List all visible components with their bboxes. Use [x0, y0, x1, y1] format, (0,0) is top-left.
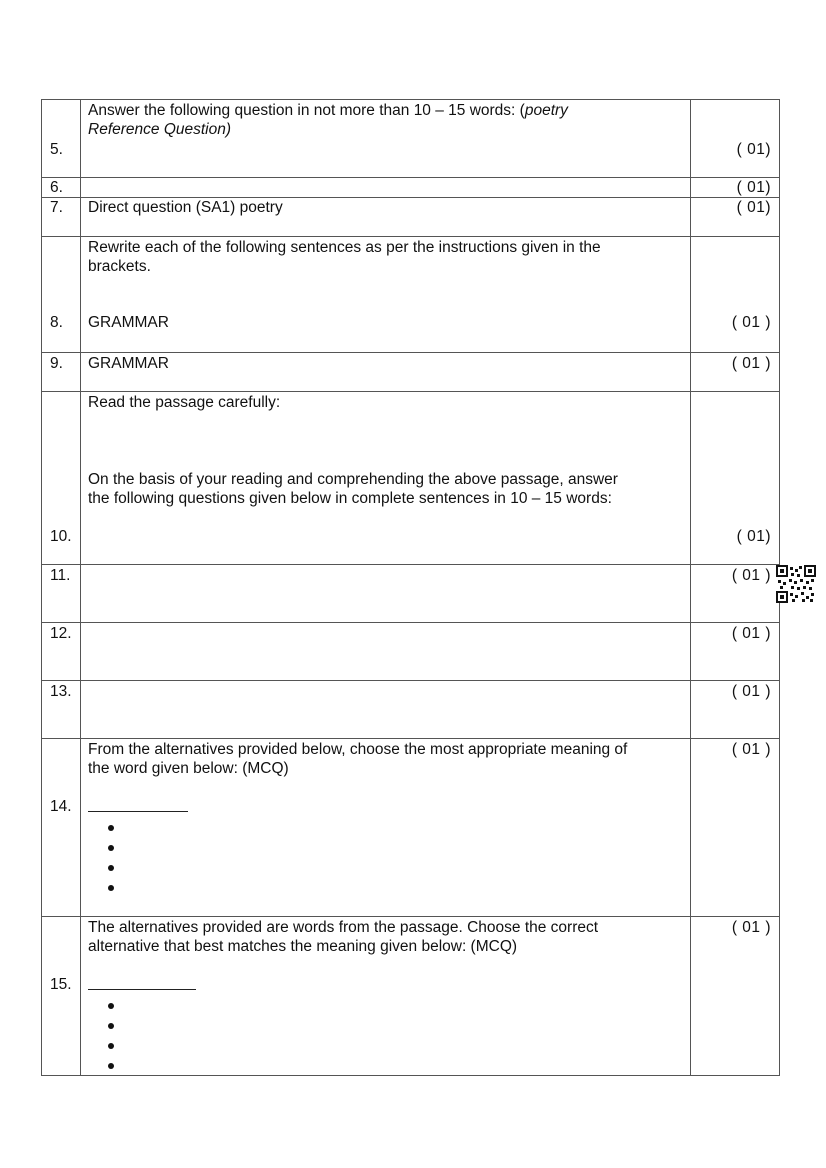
question-row-11 [42, 565, 780, 623]
question-number: 10. [50, 528, 72, 545]
answer-blank [88, 797, 188, 812]
marks-label: ( 01 ) [731, 741, 771, 758]
instruction-line: brackets. [88, 258, 151, 275]
question-row-14 [42, 739, 780, 917]
instruction-line: From the alternatives provided below, choose the most appropriate meaning of [88, 741, 628, 758]
instruction-line: alternative that best matches the meaning given below: (MCQ) [88, 938, 518, 955]
question-number: 13. [50, 683, 72, 700]
question-text-italic-2: Reference Question) [88, 121, 232, 138]
question-row-13 [42, 681, 780, 739]
marks-label: ( 01) [736, 528, 771, 545]
question-text [88, 101, 682, 139]
question-number: 5. [50, 141, 63, 158]
marks-label: ( 01 ) [731, 314, 771, 331]
question-number: 8. [50, 314, 63, 331]
question-text: GRAMMAR [88, 355, 169, 372]
question-row-7 [42, 198, 780, 237]
question-text: Direct question (SA1) poetry [88, 199, 283, 216]
answer-blank [88, 975, 196, 990]
marks-label: ( 01 ) [731, 625, 771, 642]
marks-label: ( 01) [736, 199, 771, 216]
marks-label: ( 01 ) [731, 683, 771, 700]
marks-label: ( 01 ) [731, 567, 771, 584]
instruction-line: the following questions given below in complete sentences in 10 – 15 words: [88, 490, 612, 507]
question-row-8 [42, 237, 780, 353]
question-number: 11. [50, 567, 71, 584]
question-instruction [88, 238, 682, 276]
question-row-6 [42, 178, 780, 198]
qr-code-icon [776, 565, 816, 603]
question-number: 12. [50, 625, 72, 642]
question-text-italic: poetry [524, 102, 568, 119]
question-instruction [88, 918, 682, 956]
question-instruction [88, 740, 682, 778]
question-number: 6. [50, 179, 63, 196]
marks-label: ( 01 ) [731, 919, 771, 936]
question-instruction [88, 470, 682, 508]
question-table [41, 99, 780, 1076]
question-row-10 [42, 392, 780, 565]
marks-label: ( 01) [736, 179, 771, 196]
question-text-plain: Answer the following question in not more than 10 – 15 words: ( [88, 102, 525, 119]
question-number: 7. [50, 199, 63, 216]
instruction-line: On the basis of your reading and comprehending the above passage, answer [88, 471, 618, 488]
question-row-15 [42, 917, 780, 1076]
question-row-9 [42, 353, 780, 392]
instruction-line: the word given below: (MCQ) [88, 760, 289, 777]
question-number: 9. [50, 355, 63, 372]
question-text: GRAMMAR [88, 314, 169, 331]
question-row-5 [42, 100, 780, 178]
question-sheet [41, 99, 779, 1076]
question-row-12 [42, 623, 780, 681]
question-number: 14. [50, 798, 72, 815]
question-number: 15. [50, 976, 72, 993]
marks-label: ( 01 ) [731, 355, 771, 372]
instruction-line: The alternatives provided are words from the passage. Choose the correct [88, 919, 599, 936]
instruction-line: Rewrite each of the following sentences as per the instructions given in the [88, 239, 601, 256]
passage-heading: Read the passage carefully: [88, 394, 281, 411]
marks-label: ( 01) [736, 141, 771, 158]
